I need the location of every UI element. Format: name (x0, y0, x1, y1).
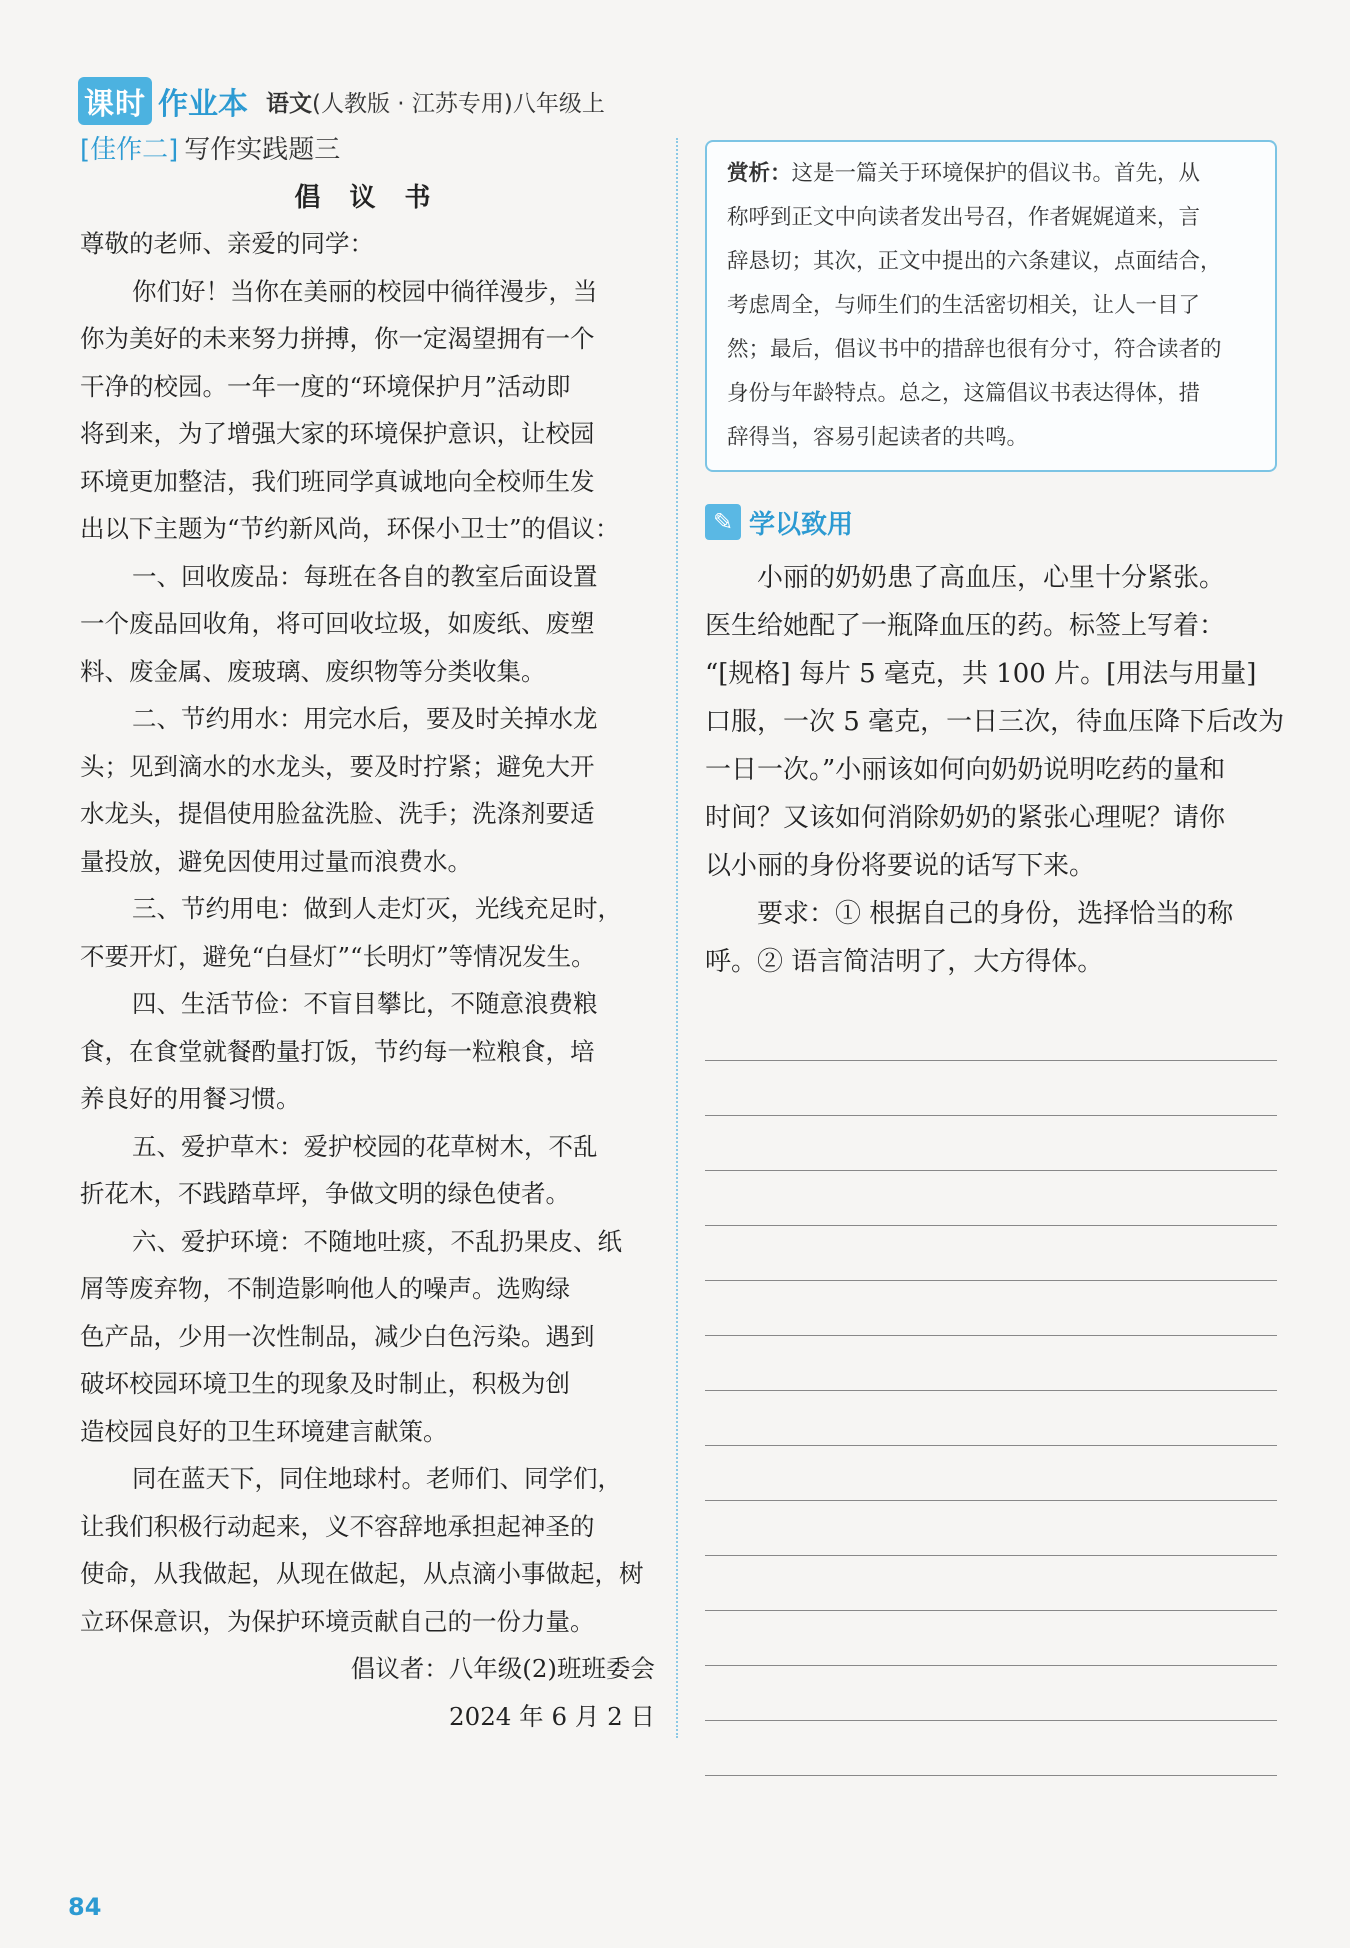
essay-line: 六、爱护环境：不随地吐痰，不乱扔果皮、纸 (132, 1226, 622, 1256)
answer-line[interactable] (705, 1116, 1277, 1171)
essay-line: 食，在食堂就餐酌量打饭，节约每一粒粮食，培 (80, 1036, 595, 1066)
exercise-line: 呼。② 语言简洁明了，大方得体。 (705, 947, 1104, 977)
essay-line: 出以下主题为“节约新风尚，环保小卫士”的倡议： (80, 514, 620, 543)
right-column (705, 140, 1285, 1776)
essay-date: 2024 年 6 月 2 日 (449, 1701, 655, 1731)
essay-line: 一个废品回收角，将可回收垃圾，如废纸、废塑 (80, 609, 595, 638)
commentary-label: 赏析： (727, 161, 792, 186)
essay-line: 水龙头，提倡使用脸盆洗脸、洗手；洗涤剂要适 (80, 799, 595, 828)
answer-line[interactable] (705, 1391, 1277, 1446)
essay-line: 三、节约用电：做到人走灯灭，光线充足时， (132, 894, 622, 923)
exercise-line: 一日一次。”小丽该如何向奶奶说明吃药的量和 (705, 755, 1226, 785)
brand-logo: 课时 (78, 77, 152, 125)
essay-line: 不要开灯，避免“白昼灯”“长明灯”等情况发生。 (80, 941, 596, 971)
answer-line[interactable] (705, 1061, 1277, 1116)
essay-line: 量投放，避免因使用过量而浪费水。 (80, 846, 472, 876)
essay-line: 色产品，少用一次性制品，减少白色污染。遇到 (80, 1321, 595, 1351)
commentary-line: 称呼到正文中向读者发出号召，作者娓娓道来，言 (727, 205, 1201, 230)
exercise-prompt (705, 554, 1285, 986)
page-header (78, 78, 605, 124)
answer-line[interactable] (705, 1446, 1277, 1501)
exercise-line: 时间？又该如何消除奶奶的紧张心理呢？请你 (705, 803, 1226, 833)
essay-line: 你为美好的未来努力拼搏，你一定渴望拥有一个 (80, 324, 595, 353)
apply-section-title: 学以致用 (749, 509, 854, 540)
essay-signature: 倡议者：八年级(2)班班委会 (350, 1654, 655, 1683)
section-heading (80, 130, 655, 170)
essay-line: 你们好！当你在美丽的校园中徜徉漫步，当 (132, 276, 598, 306)
essay-line: 屑等废弃物，不制造影响他人的噪声。选购绿 (80, 1274, 570, 1303)
exercise-line: “[规格] 每片 5 毫克，共 100 片。[用法与用量] (705, 659, 1257, 689)
essay-title: 倡 议 书 (294, 183, 441, 213)
answer-line[interactable] (705, 1171, 1277, 1226)
commentary-text (727, 152, 1259, 460)
commentary-line: 然；最后，倡议书中的措辞也很有分寸，符合读者的 (727, 337, 1222, 362)
answer-line[interactable] (705, 1006, 1277, 1061)
essay-line: 让我们积极行动起来，义不容辞地承担起神圣的 (80, 1511, 595, 1541)
column-divider (676, 138, 678, 1738)
sample-essay-column (80, 130, 655, 1740)
exercise-line: 医生给她配了一瓶降血压的药。标签上写着： (705, 611, 1226, 641)
section-tag: [佳作二] (80, 135, 179, 165)
answer-area[interactable] (705, 1006, 1277, 1776)
essay-line: 尊敬的老师、亲爱的同学： (80, 229, 374, 258)
section-title: 写作实践题三 (184, 135, 341, 165)
essay-line: 养良好的用餐习惯。 (80, 1084, 301, 1113)
essay-line: 头；见到滴水的水龙头，要及时拧紧；避免大开 (80, 751, 595, 781)
answer-line[interactable] (705, 1721, 1277, 1776)
essay-line: 立环保意识，为保护环境贡献自己的一份力量。 (80, 1606, 595, 1636)
brand-book-name: 作业本 (158, 87, 248, 122)
answer-line[interactable] (705, 1611, 1277, 1666)
essay-line: 折花木，不践踏草坪，争做文明的绿色使者。 (80, 1179, 570, 1208)
commentary-line: 辞恳切；其次，正文中提出的六条建议，点面结合， (727, 249, 1222, 274)
essay-body (80, 220, 655, 1645)
answer-line[interactable] (705, 1556, 1277, 1611)
essay-line: 造校园良好的卫生环境建言献策。 (80, 1416, 448, 1446)
commentary-line: 考虑周全，与师生们的生活密切相关，让人一目了 (727, 293, 1201, 318)
essay-line: 五、爱护草木：爱护校园的花草树木，不乱 (132, 1131, 598, 1161)
commentary-line (727, 152, 1259, 196)
commentary-line: 身份与年龄特点。总之，这篇倡议书表达得体，措 (727, 381, 1201, 406)
pen-icon: ✎ (705, 504, 741, 540)
commentary-box (705, 140, 1277, 472)
essay-line: 料、废金属、废玻璃、废织物等分类收集。 (80, 656, 546, 686)
exercise-line: 要求：① 根据自己的身份，选择恰当的称 (705, 899, 1234, 929)
essay-line: 二、节约用水：用完水后，要及时关掉水龙 (132, 704, 598, 733)
edition-text: (人教版 · 江苏专用)八年级上 (312, 90, 605, 117)
essay-line: 将到来，为了增强大家的环境保护意识，让校园 (80, 419, 595, 448)
essay-line: 破坏校园环境卫生的现象及时制止，积极为创 (80, 1369, 570, 1398)
exercise-line: 口服，一次 5 毫克，一日三次，待血压降下后改为 (705, 707, 1285, 737)
essay-line: 一、回收废品：每班在各自的教室后面设置 (132, 561, 598, 591)
answer-line[interactable] (705, 1501, 1277, 1556)
apply-section-heading (705, 502, 1277, 542)
answer-line[interactable] (705, 1666, 1277, 1721)
page-number: 84 (68, 1893, 102, 1921)
essay-line: 使命，从我做起，从现在做起，从点滴小事做起，树 (80, 1559, 644, 1588)
header-subtitle (266, 85, 605, 118)
answer-line[interactable] (705, 1336, 1277, 1391)
essay-line: 同在蓝天下，同住地球村。老师们、同学们， (132, 1464, 622, 1493)
exercise-line: 以小丽的身份将要说的话写下来。 (705, 851, 1096, 881)
commentary-line: 辞得当，容易引起读者的共鸣。 (727, 425, 1029, 450)
essay-line: 环境更加整洁，我们班同学真诚地向全校师生发 (80, 466, 595, 496)
commentary-line-text: 这是一篇关于环境保护的倡议书。首先，从 (791, 161, 1201, 186)
exercise-line: 小丽的奶奶患了高血压，心里十分紧张。 (705, 563, 1226, 593)
answer-line[interactable] (705, 1226, 1277, 1281)
answer-line[interactable] (705, 1281, 1277, 1336)
subject-name: 语文 (266, 90, 312, 117)
essay-line: 干净的校园。一年一度的“环境保护月”活动即 (80, 371, 571, 401)
essay-line: 四、生活节俭：不盲目攀比，不随意浪费粮 (132, 989, 598, 1018)
